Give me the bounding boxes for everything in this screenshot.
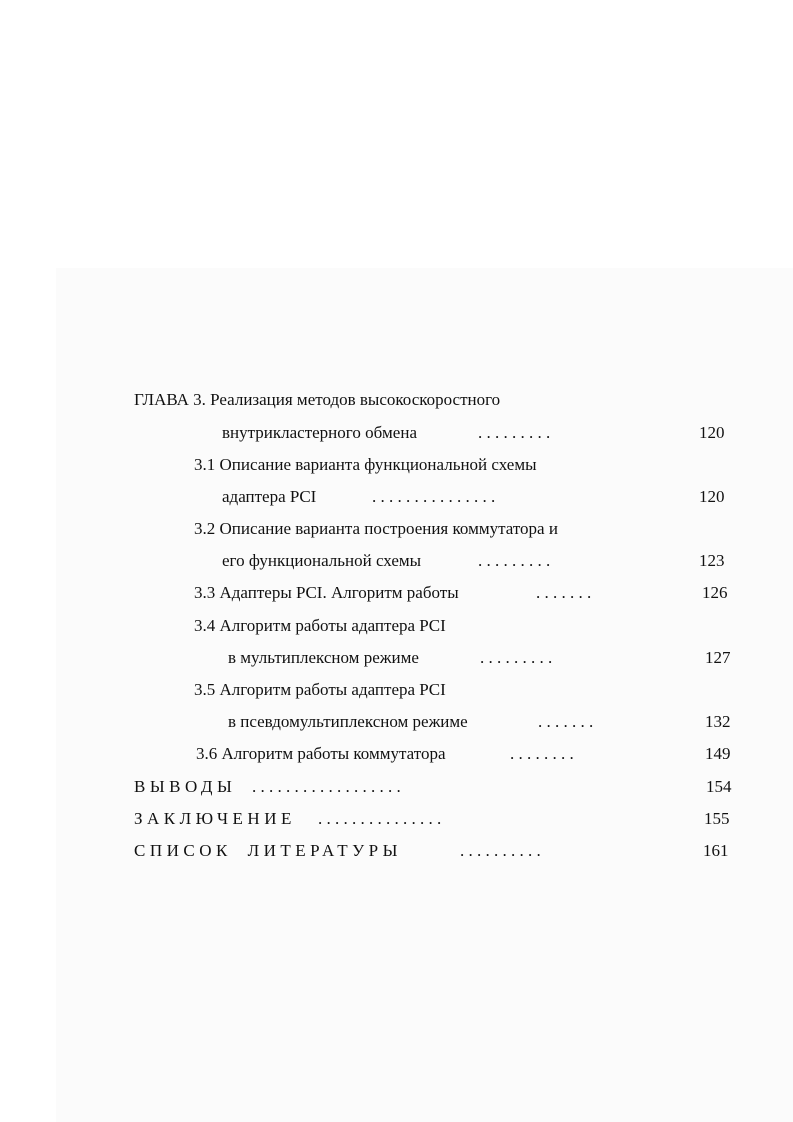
toc-section-3-3-page: 126 bbox=[702, 583, 728, 602]
toc-section-3-2-line2 bbox=[222, 548, 732, 574]
toc-section-3-5-line1 bbox=[194, 677, 446, 703]
toc-leader-dots: . . . . . . . . . bbox=[478, 551, 551, 570]
toc-references bbox=[134, 838, 734, 864]
toc-section-3-5-page: 132 bbox=[705, 712, 731, 731]
toc-section-title-cont: адаптера PCI bbox=[222, 487, 317, 506]
toc-section-number: 3.2 bbox=[194, 519, 216, 538]
toc-chapter3-page: 120 bbox=[699, 423, 725, 442]
toc-leader-dots: . . . . . . . . . bbox=[478, 423, 551, 442]
toc-section-number: 3.5 bbox=[194, 680, 216, 699]
toc-chapter3-title-line2 bbox=[222, 420, 732, 446]
toc-conclusions-label: ВЫВОДЫ bbox=[134, 777, 237, 796]
toc-section-title-cont: его функциональной схемы bbox=[222, 551, 422, 570]
toc-section-3-5-line2 bbox=[228, 709, 732, 735]
toc-section-3-6-page: 149 bbox=[705, 744, 731, 763]
toc-final-label: ЗАКЛЮЧЕНИЕ bbox=[134, 809, 296, 828]
toc-leader-dots: . . . . . . . . . . . . . . . bbox=[318, 809, 442, 828]
toc-section-number: 3.6 bbox=[196, 744, 218, 763]
toc-section-title-cont: в псевдомультиплексном режиме bbox=[228, 712, 468, 731]
toc-references-label: СПИСОК ЛИТЕРАТУРЫ bbox=[134, 841, 402, 860]
toc-section-3-4-line2 bbox=[228, 645, 732, 671]
toc-section-title: Алгоритм работы адаптера PCI bbox=[219, 616, 446, 635]
toc-chapter3-title-cont: внутрикластерного обмена bbox=[222, 423, 417, 442]
toc-chapter3-title-line1 bbox=[134, 387, 500, 413]
toc-final-page: 155 bbox=[704, 809, 730, 828]
toc-leader-dots: . . . . . . . . . bbox=[480, 648, 553, 667]
toc-section-3-4-line1 bbox=[194, 613, 446, 639]
toc-section-title: Алгоритм работы адаптера PCI bbox=[219, 680, 446, 699]
toc-section-3-2-line1 bbox=[194, 516, 558, 542]
toc-leader-dots: . . . . . . . . . . bbox=[460, 841, 541, 860]
toc-section-3-1-line2 bbox=[222, 484, 732, 510]
toc-leader-dots: . . . . . . . . . . . . . . . bbox=[372, 487, 496, 506]
toc-section-title: Описание варианта функциональной схемы bbox=[219, 455, 537, 474]
toc-section-3-1-line1 bbox=[194, 452, 537, 478]
toc-chapter3-title: ГЛАВА 3. Реализация методов высокоскоростного bbox=[134, 390, 501, 409]
toc-leader-dots: . . . . . . . . bbox=[510, 744, 574, 763]
toc-section-title: Описание варианта построения коммутатора и bbox=[219, 519, 558, 538]
toc-section-title: Алгоритм работы коммутатора bbox=[221, 744, 446, 763]
toc-section-3-3 bbox=[194, 580, 732, 606]
toc-section-number: 3.3 bbox=[194, 583, 216, 602]
toc-leader-dots: . . . . . . . bbox=[536, 583, 592, 602]
toc-final bbox=[134, 806, 734, 832]
toc-section-number: 3.1 bbox=[194, 455, 216, 474]
toc-leader-dots: . . . . . . . . . . . . . . . . . . bbox=[252, 777, 401, 796]
toc-section-3-1-page: 120 bbox=[699, 487, 725, 506]
toc-references-page: 161 bbox=[703, 841, 729, 860]
toc-leader-dots: . . . . . . . bbox=[538, 712, 594, 731]
toc-section-3-4-page: 127 bbox=[705, 648, 731, 667]
toc-conclusions-page: 154 bbox=[706, 777, 732, 796]
toc-section-number: 3.4 bbox=[194, 616, 216, 635]
toc-section-title: Адаптеры PCI. Алгоритм работы bbox=[219, 583, 459, 602]
toc-conclusions bbox=[134, 774, 734, 800]
toc-section-title-cont: в мультиплексном режиме bbox=[228, 648, 419, 667]
toc-section-3-2-page: 123 bbox=[699, 551, 725, 570]
toc-section-3-6 bbox=[196, 741, 732, 767]
